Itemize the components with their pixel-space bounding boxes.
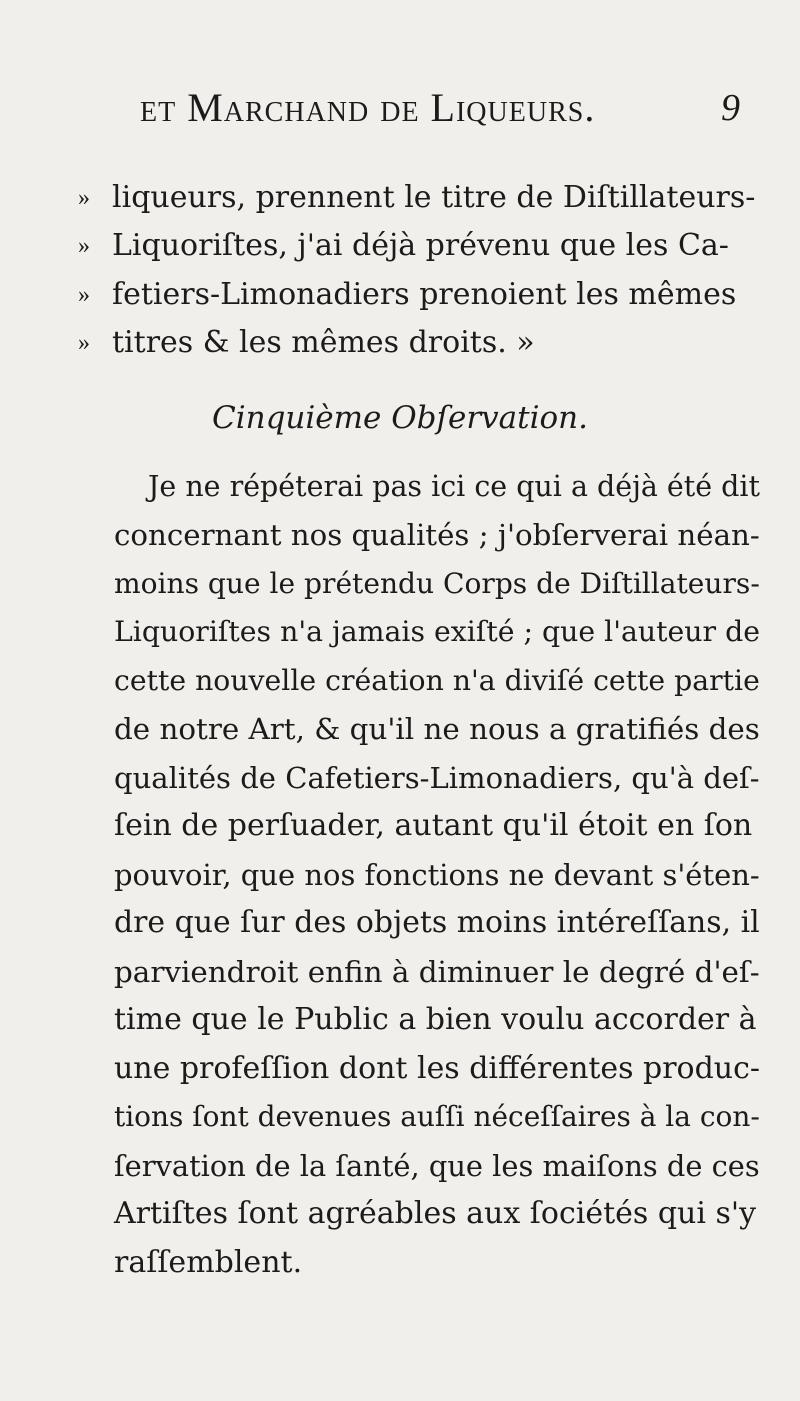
quoted-line-text: fetiers-Limonadiers prenoient les mêmes [112, 277, 737, 312]
quote-mark: » [78, 330, 90, 356]
quoted-line-text: liqueurs, prennent le titre de Diſtillateurs- [112, 180, 756, 215]
quoted-line-text: Liquoriſtes, j'ai déjà prévenu que les Ca- [112, 228, 729, 263]
body-line: cette nouvelle création n'a diviſé cette partie [114, 664, 760, 697]
body-line: de notre Art, & qu'il ne nous a gratifiés des [114, 712, 760, 746]
body-line: concernant nos qualités ; j'obſerverai néan- [114, 518, 760, 552]
body-line: Je ne répéterai pas ici ce qui a déjà été dit [148, 470, 760, 503]
body-line: dre que ſur des objets moins intéreſſans, il [114, 905, 760, 940]
body-line: moins que le prétendu Corps de Diſtillateurs- [114, 567, 760, 600]
body-line: ſein de perſuader, autant qu'il étoit en ſon [114, 808, 753, 843]
body-line: tions ſont devenues auſſi néceſſaires à la con- [114, 1100, 760, 1133]
quote-mark: » [78, 233, 90, 259]
body-line: parviendroit enfin à diminuer le degré d'eſ- [114, 955, 760, 989]
page-number: 9 [721, 87, 740, 129]
running-head-title: et Marchand de Liqueurs. [140, 85, 596, 130]
body-line: time que le Public a bien voulu accorder à [114, 1002, 757, 1037]
body-line: Artiſtes ſont agréables aux ſociétés qui s'y [114, 1196, 757, 1231]
body-line: qualités de Cafetiers-Limonadiers, qu'à deſ- [114, 761, 760, 795]
body-line: raſſemblent. [114, 1245, 303, 1280]
quote-mark: » [78, 185, 90, 211]
section-title: Cinquième Obſervation. [211, 400, 588, 436]
body-line: ſervation de la ſanté, que les maiſons de ces [114, 1149, 760, 1183]
body-line: Liquoriſtes n'a jamais exiſté ; que l'auteur de [114, 615, 760, 648]
running-head [140, 66, 740, 130]
quote-mark: » [78, 282, 90, 308]
quoted-line-text: titres & les mêmes droits. » [112, 325, 535, 360]
body-line: une profeſſion dont les différentes produc- [114, 1051, 760, 1086]
body-line: pouvoir, que nos fonctions ne devant s'éten- [114, 858, 760, 892]
